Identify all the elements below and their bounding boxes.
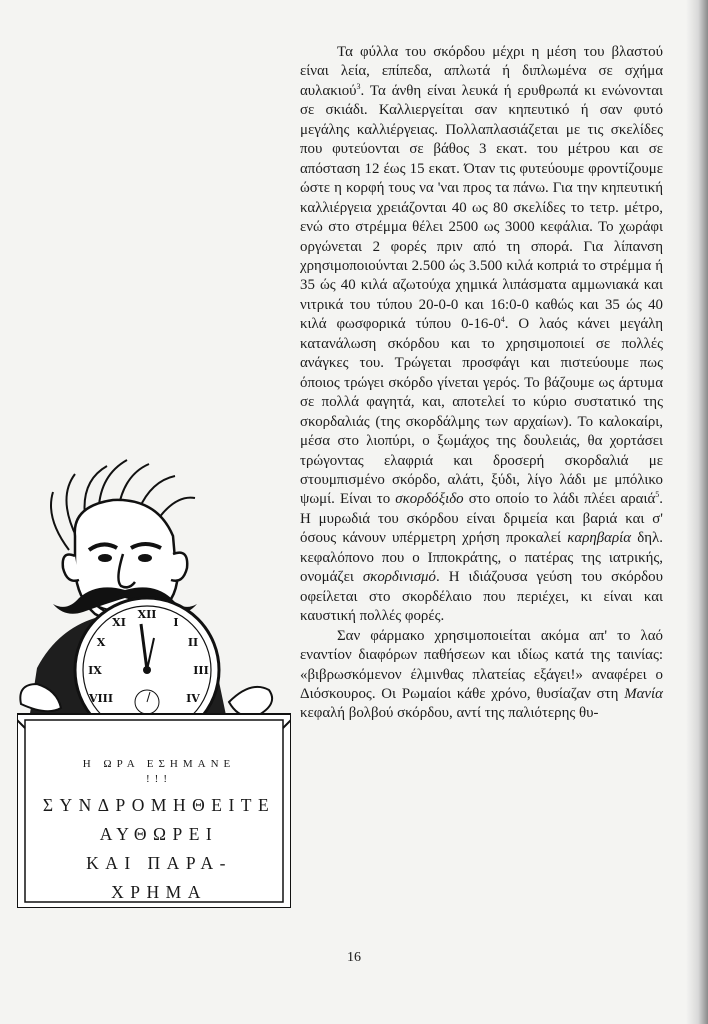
poster-line-1: Η ΩΡΑ ΕΣΗΜΑΝΕ — [82, 758, 236, 770]
p1-text-c: . Ο λαός κάνει μεγάλη κατανάλωση σκόρδου και το χρησιμοποιεί σε πολλές ανάγκες του. Τρώγεται προσφάγι και πιστεύουμε πως όποιος τρώγει σκόρδο γίνεται γερός. Το βάζουμε ως άρτυμα σε πολλά φαγητά, και, αποτελεί το κύριο συστατικό της σκορδαλιάς (της σκορδάλμης των αρχαίων). Το καλοκαίρι, μέσα στο λιοπύρι, ο ξωμάχος της δουλειάς, θα χορτάσει τρώγοντας ελαφριά και δροσερή σκορδαλιά με στουμπισμένο σκόρδο, αλάτι, ξύδι, λίγο λάδι με μπόλικο ψωμί. Είναι το — [300, 316, 663, 508]
p1-text-d: στο οποίο το λάδι πλέει αραιά — [463, 491, 656, 508]
p1-text-f: δηλ. κεφαλόπονο που ο Ιπποκράτης, ο πατέρας της ιατρικής, ονομάζει — [300, 530, 663, 586]
poster-line-3: ΣΥΝΔΡΟΜΗΘΕΙΤΕ — [42, 795, 276, 815]
poster-caption — [40, 757, 278, 907]
svg-text:III: III — [193, 664, 209, 677]
p1-text-b: . Τα άνθη είναι λευκά ή ερυθρωπά κι ενώνονται σε σκιάδι. Καλλιεργείται σαν κηπευτικό ή σαν φυτό μεγάλης καλλιέργειας. Πολλαπλασιάζεται με τις σκελίδες που φυτεύονται σε βάθος 3 εκατ. του μέτρου και σε απόσταση 12 έως 15 εκατ. Όταν τις φυτεύουμε φροντίζουμε ώστε η κορφή τους να 'ναι προς τα πάνω. Για την κηπευτική καλλιέργεια χρειάζονται 40 ως 80 σκελίδες το τετρ. μέτρο, ενώ στο στρέμμα θέλει 2500 ως 3000 κεφάλια. Το χωράφι οργώνεται 2 φορές πριν από τη σπορά. Για λίπανση χρησιμοποιούνται 2.500 ώς 3.500 κιλά κοπριά το στρέμμα ή 35 ώς 40 κιλά αζωτούχα χημικά λιπάσματα αμμωνιακά και νιτρικά του τύπου 20-0-0 και 16:0-0 καθώς και 35 ώς 40 κιλά φωσφορικά τύπου 0-16-0 — [300, 82, 663, 333]
svg-text:XI: XI — [112, 616, 126, 629]
term-mania: Μανία — [624, 685, 663, 702]
p1-text-e: . Η μυρωδιά του σκόρδου είναι δριμεία και βαριά και σ' όσους κάνουν υπέρμετρη χρήση προκαλεί — [300, 491, 664, 547]
p1-text-g: . Η ιδιάζουσα γεύση του σκόρδου οφείλεται στο σκορδέλαιο που περιέχει, κι είναι και καυστική πολλές φορές. — [300, 569, 663, 625]
article-text — [300, 43, 663, 724]
poster-line-2: !!! — [146, 773, 172, 785]
footnote-ref-5: 5 — [655, 490, 660, 500]
term-skordoxido: σκορδόξιδο — [395, 491, 464, 508]
svg-text:VIII: VIII — [89, 692, 113, 705]
footnote-ref-4: 4 — [500, 315, 505, 325]
poster-line-4: ΑΥΘΩΡΕΙ — [99, 824, 219, 844]
term-karivaria: καρηβαρία — [567, 530, 632, 547]
paragraph-2 — [300, 627, 663, 724]
p2-text-a: Σαν φάρμακο χρησιμοποιείται ακόμα απ' το λαό εναντίον διαφόρων παθήσεων και ιδίως κατά της ταινίας: «βιβρωσκόμενον έλμινθας πλατείας εξάγει!» αναφέρει ο Διόσκουρος. Οι Ρωμαίοι κάθε χρόνο, θυσίαζαν στη — [300, 627, 663, 702]
svg-text:II: II — [187, 636, 199, 649]
term-skordinismos: σκορδινισμό — [362, 569, 436, 586]
footnote-ref-3: 3 — [356, 81, 361, 91]
page-number: 16 — [347, 950, 361, 965]
svg-text:IX: IX — [88, 664, 102, 677]
svg-text:I: I — [173, 616, 179, 629]
page-edge-shadow — [686, 0, 708, 1024]
paragraph-1 — [300, 43, 663, 627]
svg-text:XII: XII — [137, 608, 157, 621]
svg-text:X: X — [96, 636, 106, 649]
poster-line-5: ΚΑΙ ΠΑΡΑ-ΧΡΗΜΑ — [86, 853, 232, 902]
p1-text-a: Τα φύλλα του σκόρδου μέχρι η μέση του βλαστού είναι λεία, επίπεδα, απλωτά ή διπλωμένα σε σχήμα αυλακιού — [300, 44, 663, 99]
p2-text-b: κεφαλή βολβού σκόρδου, αντί της παλιότερης θυ- — [300, 705, 599, 722]
svg-text:IV: IV — [186, 692, 200, 705]
